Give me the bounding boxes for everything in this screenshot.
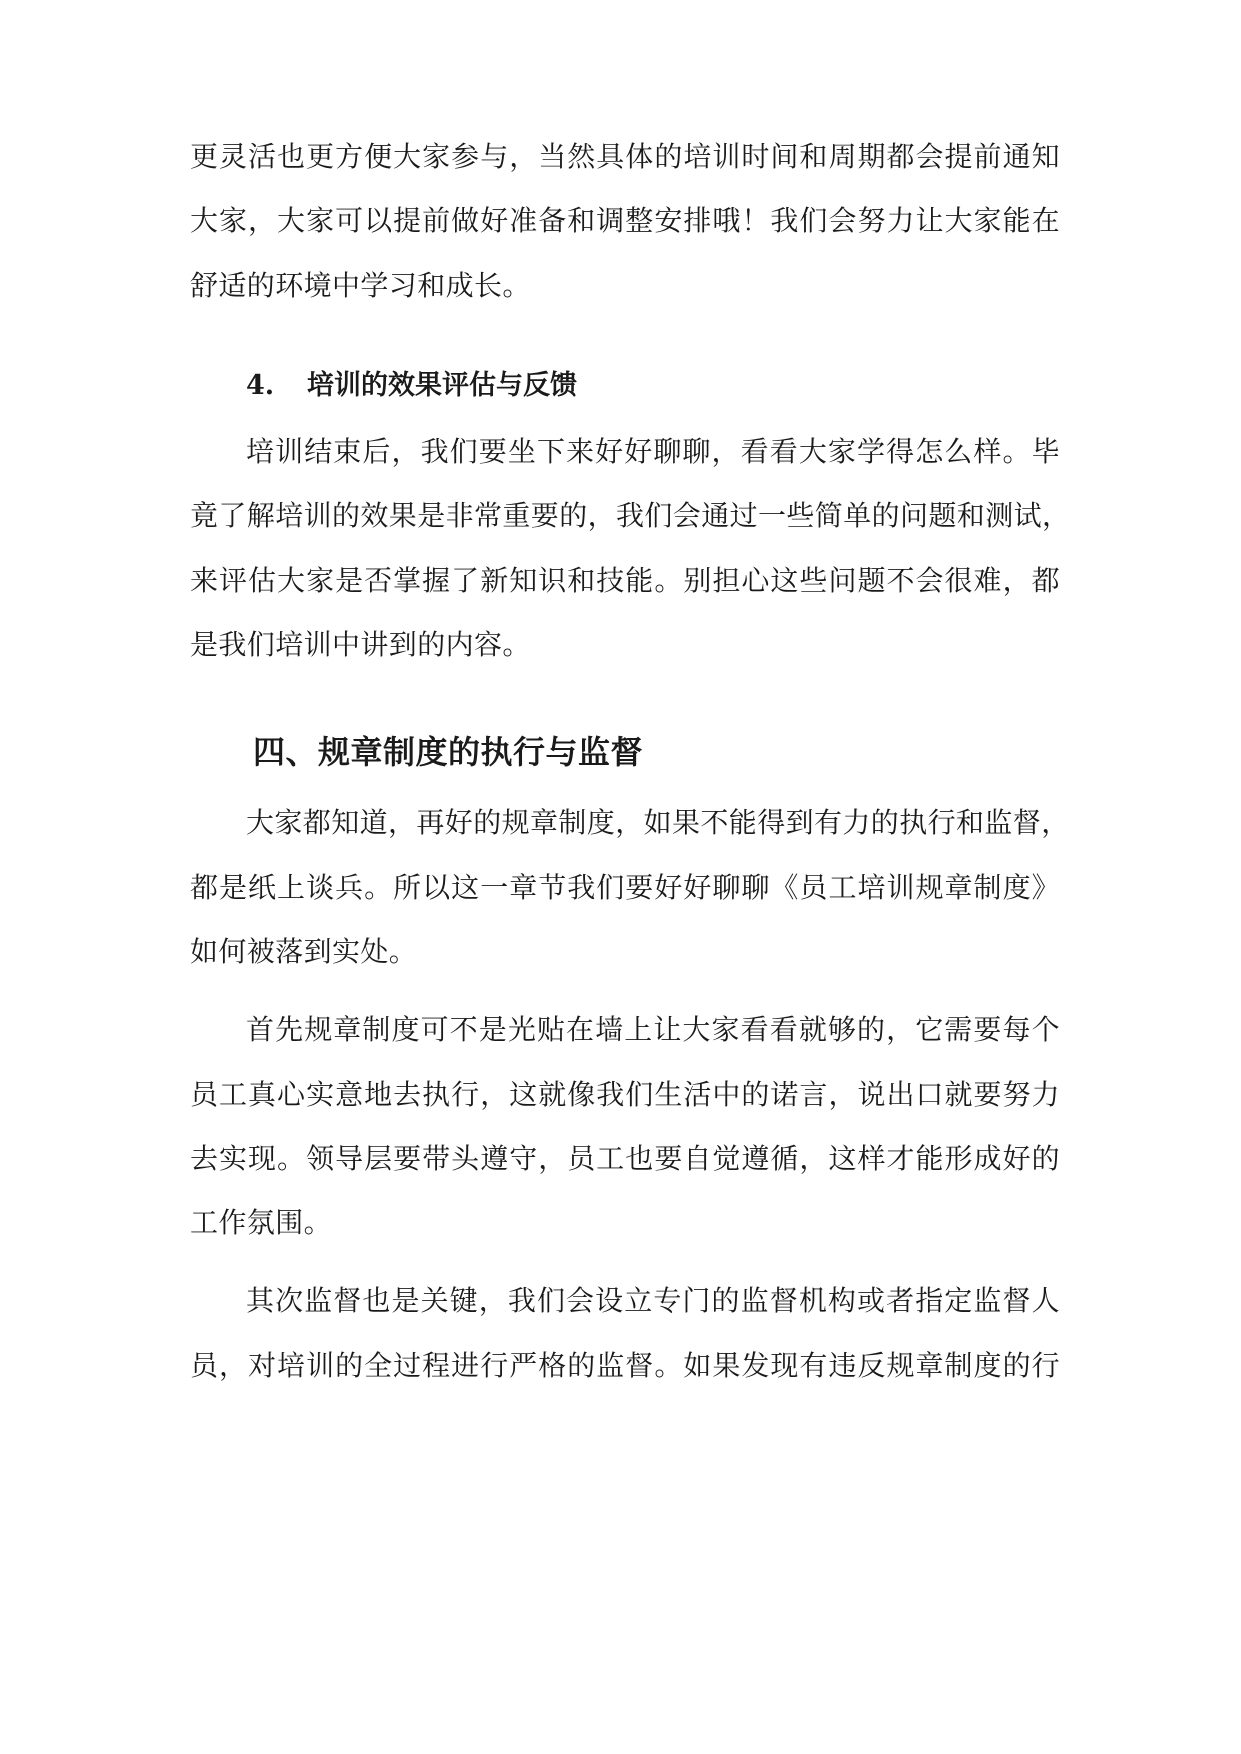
paragraph-line: 大家都知道，再好的规章制度，如果不能得到有力的执行和监督， (246, 806, 1070, 839)
paragraph-line: 竟了解培训的效果是非常重要的，我们会通过一些简单的问题和测试， (190, 499, 1071, 532)
subsection-number: 4. (246, 370, 275, 401)
paragraph-line: 员工真心实意地去执行，这就像我们生活中的诺言，说出口就要努力 (190, 1078, 1060, 1111)
subsection-heading (246, 366, 577, 406)
paragraph-line: 是我们培训中讲到的内容。 (190, 628, 531, 661)
paragraph-line: 大家，大家可以提前做好准备和调整安排哦！我们会努力让大家能在 (190, 204, 1060, 237)
paragraph-line: 去实现。领导层要带头遵守，员工也要自觉遵循，这样才能形成好的 (190, 1142, 1060, 1175)
paragraph-line: 如何被落到实处。 (190, 935, 418, 968)
paragraph-line: 员，对培训的全过程进行严格的监督。如果发现有违反规章制度的行 (190, 1349, 1060, 1382)
paragraph-line: 舒适的环境中学习和成长。 (190, 269, 531, 302)
paragraph-line: 培训结束后，我们要坐下来好好聊聊，看看大家学得怎么样。毕 (246, 435, 1060, 468)
subsection-title: 培训的效果评估与反馈 (307, 370, 577, 401)
paragraph-line: 更灵活也更方便大家参与，当然具体的培训时间和周期都会提前通知 (190, 140, 1060, 173)
section-heading: 四、规章制度的执行与监督 (253, 733, 644, 771)
paragraph-line: 都是纸上谈兵。所以这一章节我们要好好聊聊《员工培训规章制度》 (190, 871, 1060, 904)
paragraph-line: 来评估大家是否掌握了新知识和技能。别担心这些问题不会很难，都 (190, 564, 1060, 597)
paragraph-line: 首先规章制度可不是光贴在墙上让大家看看就够的，它需要每个 (246, 1013, 1060, 1046)
paragraph-line: 工作氛围。 (190, 1206, 333, 1239)
paragraph-line: 其次监督也是关键，我们会设立专门的监督机构或者指定监督人 (246, 1284, 1060, 1317)
